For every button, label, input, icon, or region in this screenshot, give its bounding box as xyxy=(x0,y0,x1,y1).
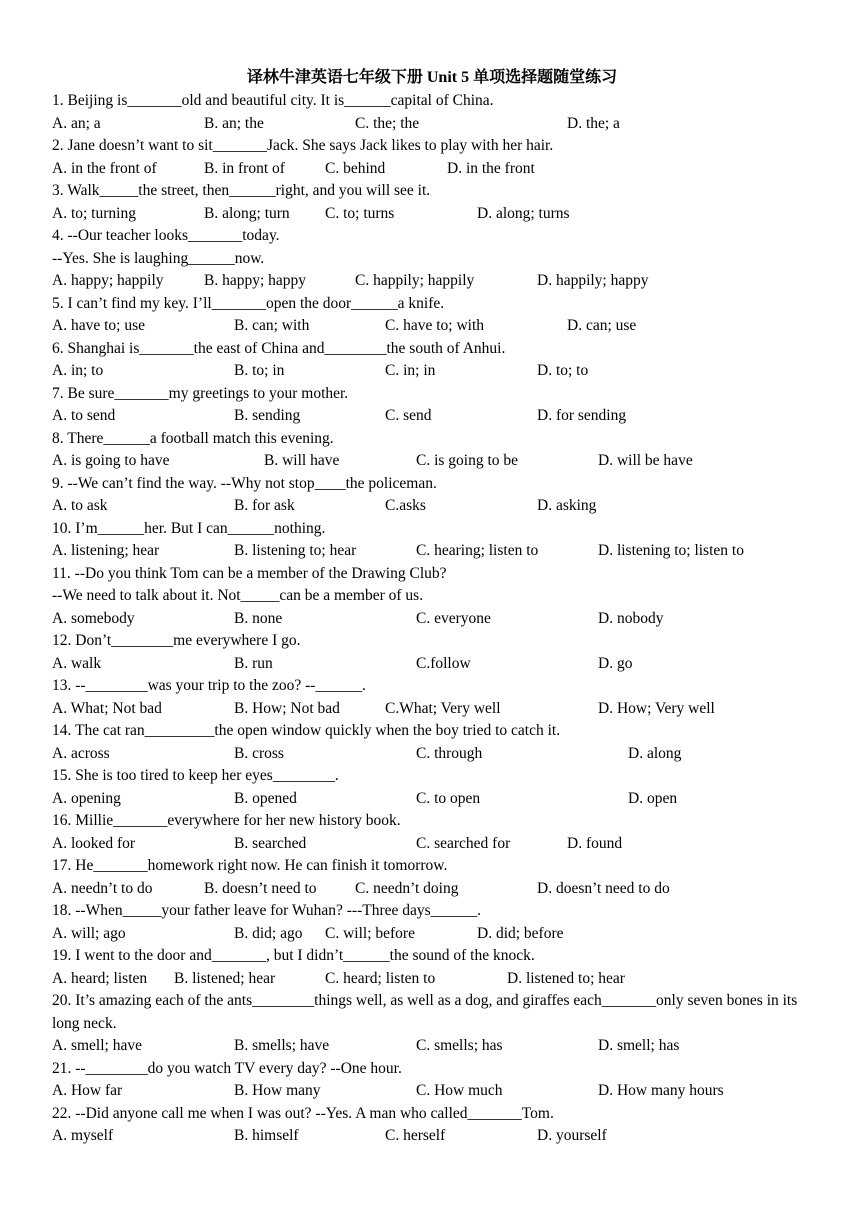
option-d[interactable]: D. will be have xyxy=(598,452,693,469)
question-stem: 17. He_______homework right now. He can finish it tomorrow. xyxy=(52,857,448,874)
question-13 xyxy=(52,675,812,720)
option-a[interactable]: A. in; to xyxy=(52,362,104,379)
option-d[interactable]: D. happily; happy xyxy=(537,272,649,289)
option-c[interactable]: C. happily; happily xyxy=(355,272,475,289)
option-c[interactable]: C. in; in xyxy=(385,362,436,379)
option-b[interactable]: B. cross xyxy=(234,744,284,762)
question-list xyxy=(52,90,812,1148)
options-row xyxy=(52,1035,812,1058)
question-stem: 15. She is too tired to keep her eyes________. xyxy=(52,767,339,784)
option-a[interactable]: A. looked for xyxy=(52,834,136,852)
question-5 xyxy=(52,293,812,338)
options-row xyxy=(52,923,812,946)
worksheet-title: 译林牛津英语七年级下册 Unit 5 单项选择题随堂练习 xyxy=(246,69,618,86)
question-8 xyxy=(52,428,812,473)
option-b[interactable]: B. himself xyxy=(234,1127,299,1144)
option-c[interactable]: C. send xyxy=(385,407,432,424)
question-4 xyxy=(52,225,812,293)
option-c[interactable]: C. is going to be xyxy=(416,452,519,469)
option-b[interactable]: B. along; turn xyxy=(204,204,290,222)
option-d[interactable]: D. open xyxy=(628,789,678,807)
option-c[interactable]: C. herself xyxy=(385,1127,446,1144)
option-d[interactable]: D. go xyxy=(598,654,633,672)
option-b[interactable]: B. listening to; hear xyxy=(234,542,357,559)
options-row xyxy=(52,315,812,338)
question-stem-continued: --We need to talk about it. Not_____can be a member of us. xyxy=(52,587,424,604)
option-a[interactable]: A. is going to have xyxy=(52,452,170,469)
option-c[interactable]: C. have to; with xyxy=(385,317,485,334)
options-row xyxy=(52,450,812,473)
option-c[interactable]: C.asks xyxy=(385,497,426,514)
question-1 xyxy=(52,90,812,135)
option-d[interactable]: D. in the front xyxy=(447,159,535,177)
option-a[interactable]: A. to; turning xyxy=(52,204,136,222)
option-c[interactable]: C. to; turns xyxy=(325,204,395,222)
question-2 xyxy=(52,135,812,180)
option-a[interactable]: A. What; Not bad xyxy=(52,699,162,717)
question-21 xyxy=(52,1058,812,1103)
options-row xyxy=(52,405,812,428)
options-row xyxy=(52,540,812,563)
question-stem: 19. I went to the door and_______, but I didn’t______the sound of the knock. xyxy=(52,947,535,964)
option-b[interactable]: B. doesn’t need to xyxy=(204,879,317,897)
question-17 xyxy=(52,855,812,900)
question-6 xyxy=(52,338,812,383)
question-15 xyxy=(52,765,812,810)
question-3 xyxy=(52,180,812,225)
option-b[interactable]: B. How many xyxy=(234,1082,321,1099)
option-d[interactable]: D. asking xyxy=(537,497,597,514)
option-b[interactable]: B. for ask xyxy=(234,497,295,514)
question-10 xyxy=(52,518,812,563)
option-a[interactable]: A. heard; listen xyxy=(52,969,148,987)
option-b[interactable]: B. run xyxy=(234,654,273,672)
options-row xyxy=(52,698,812,721)
option-b[interactable]: B. How; Not bad xyxy=(234,699,340,717)
option-a[interactable]: A. to send xyxy=(52,407,116,424)
question-11 xyxy=(52,563,812,631)
question-22 xyxy=(52,1103,812,1148)
option-d[interactable]: D. for sending xyxy=(537,407,627,424)
option-c[interactable]: C. hearing; listen to xyxy=(416,542,539,559)
option-d[interactable]: D. to; to xyxy=(537,362,589,379)
option-c[interactable]: C. will; before xyxy=(325,924,415,942)
question-stem: 8. There______a football match this evening. xyxy=(52,429,334,447)
option-b[interactable]: B. can; with xyxy=(234,317,310,334)
option-c[interactable]: C.What; Very well xyxy=(385,699,501,717)
option-b[interactable]: B. did; ago xyxy=(234,924,303,942)
option-b[interactable]: B. listened; hear xyxy=(174,969,276,987)
option-c[interactable]: C. How much xyxy=(416,1082,503,1099)
options-row xyxy=(52,878,812,901)
options-row xyxy=(52,113,812,136)
option-a[interactable]: A. will; ago xyxy=(52,924,126,942)
question-stem: 6. Shanghai is_______the east of China and________the south of Anhui. xyxy=(52,339,506,357)
question-stem: 14. The cat ran_________the open window quickly when the boy tried to catch it. xyxy=(52,722,561,739)
question-stem: 20. It’s amazing each of the ants________things well, as well as a dog, and giraffes each_______only seven bones in its long neck. xyxy=(52,992,798,1032)
question-stem-continued: --Yes. She is laughing______now. xyxy=(52,249,265,267)
option-a[interactable]: A. in the front of xyxy=(52,159,157,177)
option-a[interactable]: A. smell; have xyxy=(52,1037,142,1054)
question-stem: 2. Jane doesn’t want to sit_______Jack. She says Jack likes to play with her hair. xyxy=(52,137,554,154)
option-b[interactable]: B. searched xyxy=(234,834,307,852)
option-d[interactable]: D. yourself xyxy=(537,1127,607,1144)
options-row xyxy=(52,158,812,181)
options-row xyxy=(52,360,812,383)
option-a[interactable]: A. an; a xyxy=(52,114,101,132)
option-a[interactable]: A. across xyxy=(52,744,110,762)
option-a[interactable]: A. needn’t to do xyxy=(52,879,153,897)
option-d[interactable]: D. nobody xyxy=(598,609,664,627)
option-a[interactable]: A. opening xyxy=(52,789,121,807)
options-row xyxy=(52,270,812,293)
question-7 xyxy=(52,383,812,428)
question-12 xyxy=(52,630,812,675)
question-9 xyxy=(52,473,812,518)
option-c[interactable]: C. smells; has xyxy=(416,1037,503,1054)
option-a[interactable]: A. How far xyxy=(52,1082,123,1099)
question-19 xyxy=(52,945,812,990)
option-c[interactable]: C. heard; listen to xyxy=(325,969,436,987)
option-b[interactable]: B. an; the xyxy=(204,114,264,132)
options-row xyxy=(52,1080,812,1103)
option-c[interactable]: C. needn’t doing xyxy=(355,879,459,897)
option-d[interactable]: D. smell; has xyxy=(598,1037,680,1054)
option-c[interactable]: C. to open xyxy=(416,789,481,807)
option-a[interactable]: A. have to; use xyxy=(52,317,145,334)
question-stem: 21. --________do you watch TV every day? --One hour. xyxy=(52,1059,402,1077)
question-20 xyxy=(52,990,812,1058)
option-c[interactable]: C. everyone xyxy=(416,609,491,627)
question-stem: 12. Don’t________me everywhere I go. xyxy=(52,632,301,649)
option-c[interactable]: C. through xyxy=(416,744,483,762)
option-d[interactable]: D. along; turns xyxy=(477,204,570,222)
option-a[interactable]: A. listening; hear xyxy=(52,542,160,559)
options-row xyxy=(52,743,812,766)
question-stem: 5. I can’t find my key. I’ll_______open the door______a knife. xyxy=(52,294,445,312)
options-row xyxy=(52,788,812,811)
option-c[interactable]: C. behind xyxy=(325,159,386,177)
question-18 xyxy=(52,900,812,945)
worksheet xyxy=(52,66,812,1148)
question-stem: 7. Be sure_______my greetings to your mother. xyxy=(52,384,349,402)
option-d[interactable]: D. did; before xyxy=(477,924,564,942)
option-a[interactable]: A. walk xyxy=(52,654,102,672)
option-b[interactable]: B. sending xyxy=(234,407,301,424)
option-a[interactable]: A. somebody xyxy=(52,609,135,627)
options-row xyxy=(52,653,812,676)
option-d[interactable]: D. listening to; listen to xyxy=(598,542,744,559)
options-row xyxy=(52,1125,812,1148)
option-b[interactable]: B. will have xyxy=(264,452,340,469)
option-d[interactable]: D. listened to; hear xyxy=(507,969,625,987)
option-d[interactable]: D. doesn’t need to do xyxy=(537,879,670,897)
option-c[interactable]: C.follow xyxy=(416,654,471,672)
option-d[interactable]: D. along xyxy=(628,744,682,762)
question-stem: 4. --Our teacher looks_______today. xyxy=(52,227,280,244)
option-b[interactable]: B. none xyxy=(234,609,283,627)
question-stem: 18. --When_____your father leave for Wuhan? ---Three days______. xyxy=(52,902,482,919)
option-c[interactable]: C. searched for xyxy=(416,834,511,852)
question-16 xyxy=(52,810,812,855)
question-stem: 11. --Do you think Tom can be a member of the Drawing Club? xyxy=(52,564,447,582)
question-stem: 10. I’m______her. But I can______nothing. xyxy=(52,519,326,537)
option-b[interactable]: B. to; in xyxy=(234,362,285,379)
question-14 xyxy=(52,720,812,765)
question-stem: 16. Millie_______everywhere for her new history book. xyxy=(52,812,401,829)
question-stem: 22. --Did anyone call me when I was out? --Yes. A man who called_______Tom. xyxy=(52,1104,554,1122)
options-row xyxy=(52,608,812,631)
options-row xyxy=(52,203,812,226)
option-b[interactable]: B. in front of xyxy=(204,159,285,177)
question-stem: 9. --We can’t find the way. --Why not stop____the policeman. xyxy=(52,474,437,492)
option-b[interactable]: B. happy; happy xyxy=(204,272,307,289)
option-b[interactable]: B. smells; have xyxy=(234,1037,330,1054)
option-a[interactable]: A. to ask xyxy=(52,497,108,514)
question-stem: 13. --________was your trip to the zoo? --______. xyxy=(52,677,366,694)
option-a[interactable]: A. myself xyxy=(52,1127,114,1144)
options-row xyxy=(52,968,812,991)
question-stem: 3. Walk_____the street, then______right, and you will see it. xyxy=(52,182,431,199)
options-row xyxy=(52,495,812,518)
option-b[interactable]: B. opened xyxy=(234,789,297,807)
option-c[interactable]: C. the; the xyxy=(355,114,420,132)
option-d[interactable]: D. the; a xyxy=(567,114,620,132)
options-row xyxy=(52,833,812,856)
option-d[interactable]: D. can; use xyxy=(567,317,637,334)
option-d[interactable]: D. How; Very well xyxy=(598,699,715,717)
option-a[interactable]: A. happy; happily xyxy=(52,272,164,289)
option-d[interactable]: D. How many hours xyxy=(598,1082,724,1099)
option-d[interactable]: D. found xyxy=(567,834,623,852)
question-stem: 1. Beijing is_______old and beautiful city. It is______capital of China. xyxy=(52,92,494,109)
